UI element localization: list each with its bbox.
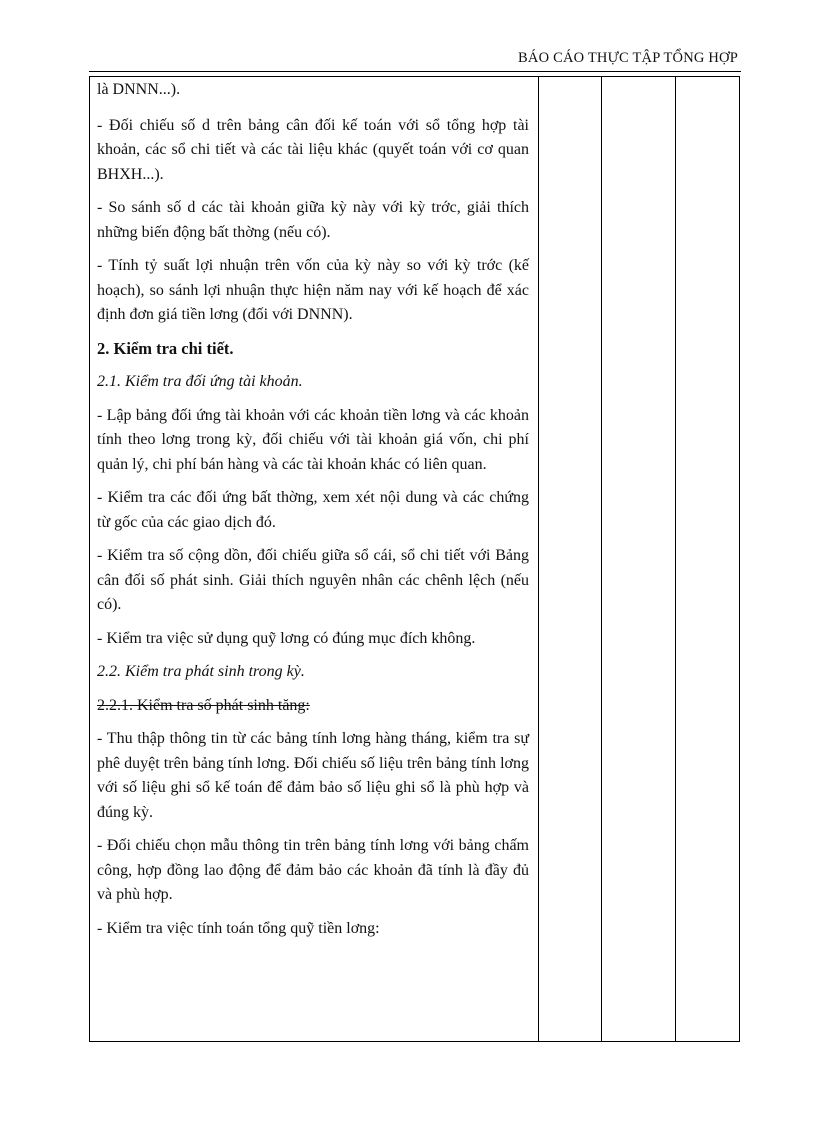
paragraph-continuation: là DNNN...). — [97, 81, 181, 98]
subsubsection-heading-increase: 2.2.1. Kiểm tra số phát sinh tăng: — [97, 696, 310, 714]
paragraph-cumulative-check: - Kiểm tra số cộng dồn, đối chiếu giữa sổ cái, sổ chi tiết với Bảng cân đối số phát sinh. Giải thích nguyên nhân các chênh lệch (nếu có). — [97, 547, 529, 613]
column-divider-3 — [675, 77, 676, 1041]
paragraph-sample-compare: - Đối chiếu chọn mẫu thông tin trên bảng tính lơng với bảng chấm công, hợp đồng lao động để đảm bảo các khoản đã tính là đầy đủ và phù hợp. — [97, 837, 529, 903]
header-rule — [89, 71, 741, 72]
paragraph-unusual-entries: - Kiểm tra các đối ứng bất thờng, xem xét nội dung và các chứng từ gốc của các giao dịch đó. — [97, 489, 529, 531]
paragraph-account-table: - Lập bảng đối ứng tài khoản với các khoản tiền lơng và các khoản tính theo lơng trong kỳ, đối chiếu với tài khoản giá vốn, chi phí quản lý, chi phí bán hàng và các tài khoản khác có liên quan. — [97, 406, 529, 473]
subsection-heading-period-check: 2.2. Kiểm tra phát sinh trong kỳ. — [97, 663, 305, 680]
paragraph-fund-usage: - Kiểm tra việc sử dụng quỹ lơng có đúng mục đích không. — [97, 629, 476, 647]
paragraph-balance-check: - Đối chiếu số d trên bảng cân đối kế toán với sổ tổng hợp tài khoản, các sổ chi tiết và các tài liệu khác (quyết toán với cơ quan BHXH...). — [97, 116, 529, 183]
paragraph-payroll-info: - Thu thập thông tin từ các bảng tính lơng hàng tháng, kiểm tra sự phê duyệt trên bảng tính lơng. Đối chiếu số liệu trên bảng tính lơng với số liệu ghi sổ kế toán để đảm bảo số liệu ghi sổ là phù hợp và đúng kỳ. — [97, 730, 529, 821]
paragraph-profit-ratio: - Tính tỷ suất lợi nhuận trên vốn của kỳ này so với kỳ trớc (kế hoạch), so sánh lợi nhuận thực hiện năm nay với kế hoạch để xác định đơn giá tiền lơng (đối với DNNN). — [97, 257, 529, 323]
procedure-text-column — [97, 78, 529, 950]
paragraph-period-compare: - So sánh số d các tài khoản giữa kỳ này với kỳ trớc, giải thích những biến động bất thờng (nếu có). — [97, 199, 529, 241]
section-heading-detail-check: 2. Kiểm tra chi tiết. — [97, 338, 234, 358]
paragraph-total-fund: - Kiểm tra việc tính toán tổng quỹ tiền lơng: — [97, 919, 380, 937]
column-divider-2 — [601, 77, 602, 1041]
column-divider-1 — [538, 77, 539, 1041]
subsection-heading-account-check: 2.1. Kiểm tra đối ứng tài khoản. — [97, 373, 303, 390]
page-header-title: BÁO CÁO THỰC TẬP TỔNG HỢP — [518, 50, 738, 66]
